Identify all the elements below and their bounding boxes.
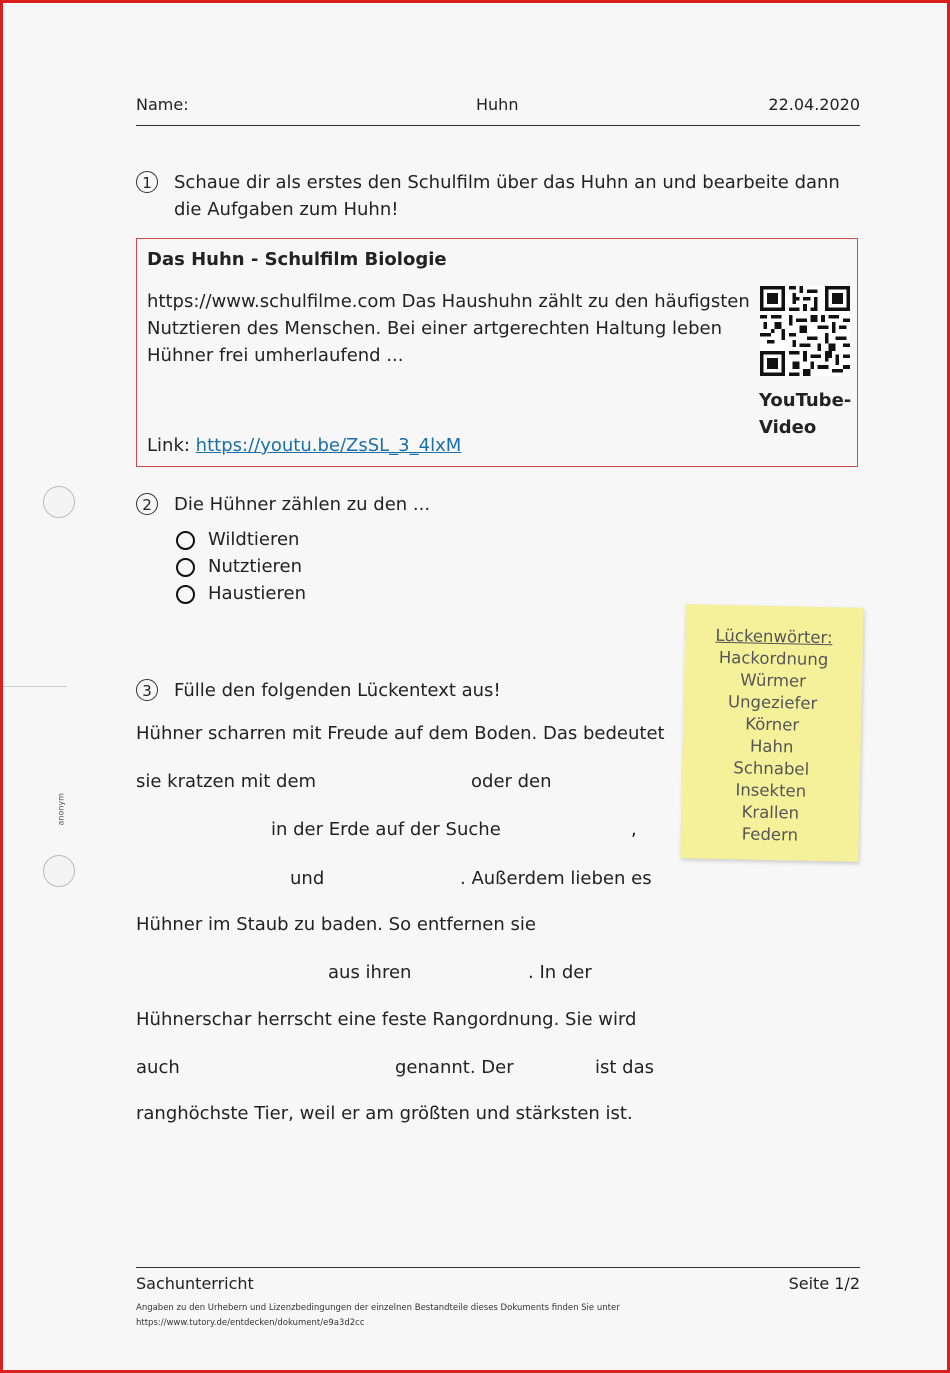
- cloze-line-2b: oder den: [471, 771, 552, 792]
- cloze-line-6a: aus ihren: [328, 962, 412, 983]
- date: 22.04.2020: [768, 95, 860, 114]
- word-bank-word: Federn: [741, 824, 799, 845]
- cloze-line-7: Hühnerschar herrscht eine feste Rangordnung. Sie wird: [136, 1009, 637, 1030]
- margin-label: anonym: [56, 793, 66, 826]
- word-bank-word: Insekten: [735, 780, 807, 801]
- word-bank-word: Würmer: [740, 670, 807, 691]
- cloze-line-5: Hühner im Staub zu baden. So entfernen sie: [136, 914, 536, 935]
- cloze-line-3b: ,: [631, 819, 637, 840]
- task-3-text: Fülle den folgenden Lückentext aus!: [174, 680, 501, 701]
- footer-page-number: Seite 1/2: [788, 1274, 860, 1293]
- qr-caption: [759, 387, 851, 441]
- word-bank-word: Schnabel: [733, 758, 810, 779]
- word-bank-note: [680, 604, 863, 862]
- punch-hole-top: [43, 486, 75, 518]
- video-box: [136, 238, 858, 467]
- footer-rule: [136, 1267, 860, 1268]
- qr-caption-line-1: YouTube-: [759, 390, 852, 411]
- option-radio-nutztieren[interactable]: [176, 558, 195, 577]
- task-number-3: 3: [136, 679, 158, 701]
- option-radio-haustieren[interactable]: [176, 585, 195, 604]
- link-label: Link:: [147, 435, 190, 456]
- video-link[interactable]: https://youtu.be/ZsSL_3_4lxM: [195, 435, 462, 456]
- header-rule: [136, 125, 860, 126]
- video-description: https://www.schulfilme.com Das Haushuhn zählt zu den häufigsten Nutztieren des Menschen. Bei einer artgerechten Haltung leben Hühner frei umherlaufend ...: [147, 291, 750, 366]
- cloze-line-6b: . In der: [528, 962, 592, 983]
- name-label: Name:: [136, 95, 189, 114]
- punch-hole-bottom: [43, 855, 75, 887]
- video-title: Das Huhn - Schulfilm Biologie: [147, 249, 447, 270]
- task-1-text: Schaue dir als erstes den Schulfilm über das Huhn an und bearbeite dann die Aufgaben zum Huhn!: [174, 172, 840, 220]
- task-2-text: Die Hühner zählen zu den ...: [174, 494, 431, 515]
- word-bank-word: Hackordnung: [718, 647, 829, 670]
- fold-mark: [3, 686, 67, 687]
- task-number-1: 1: [136, 171, 158, 193]
- task-number-2: 2: [136, 493, 158, 515]
- link-row: [147, 435, 461, 456]
- footer-subject: Sachunterricht: [136, 1274, 254, 1293]
- word-bank-word: Hahn: [749, 736, 794, 757]
- cloze-line-8c: ist das: [595, 1057, 654, 1078]
- option-radio-wildtieren[interactable]: [176, 531, 195, 550]
- cloze-line-4b: . Außerdem lieben es: [460, 868, 652, 889]
- cloze-line-8a: auch: [136, 1057, 180, 1078]
- cloze-line-4a: und: [290, 868, 325, 889]
- topic-title: Huhn: [476, 95, 519, 114]
- word-bank-word: Körner: [744, 714, 800, 735]
- qr-code-icon[interactable]: [760, 285, 850, 377]
- cloze-line-2a: sie kratzen mit dem: [136, 771, 317, 792]
- word-bank-word: Ungeziefer: [727, 692, 818, 713]
- option-label-wildtieren: Wildtieren: [208, 529, 300, 550]
- cloze-line-1: Hühner scharren mit Freude auf dem Boden. Das bedeutet: [136, 723, 665, 744]
- cloze-line-9: ranghöchste Tier, weil er am größten und stärksten ist.: [136, 1103, 633, 1124]
- cloze-line-3a: in der Erde auf der Suche: [271, 819, 501, 840]
- footer-credit-line-2: https://www.tutory.de/entdecken/dokument/e9a3d2cc: [136, 1318, 365, 1328]
- word-bank-word: Krallen: [741, 802, 800, 823]
- footer-credit-line-1: Angaben zu den Urhebern und Lizenzbedingungen der einzelnen Bestandteile dieses Dokuments finden Sie unter: [136, 1303, 620, 1313]
- qr-caption-line-2: Video: [759, 417, 817, 438]
- cloze-line-8b: genannt. Der: [395, 1057, 514, 1078]
- option-label-nutztieren: Nutztieren: [208, 556, 302, 577]
- option-label-haustieren: Haustieren: [208, 583, 306, 604]
- word-bank-title: Lückenwörter:: [715, 625, 833, 648]
